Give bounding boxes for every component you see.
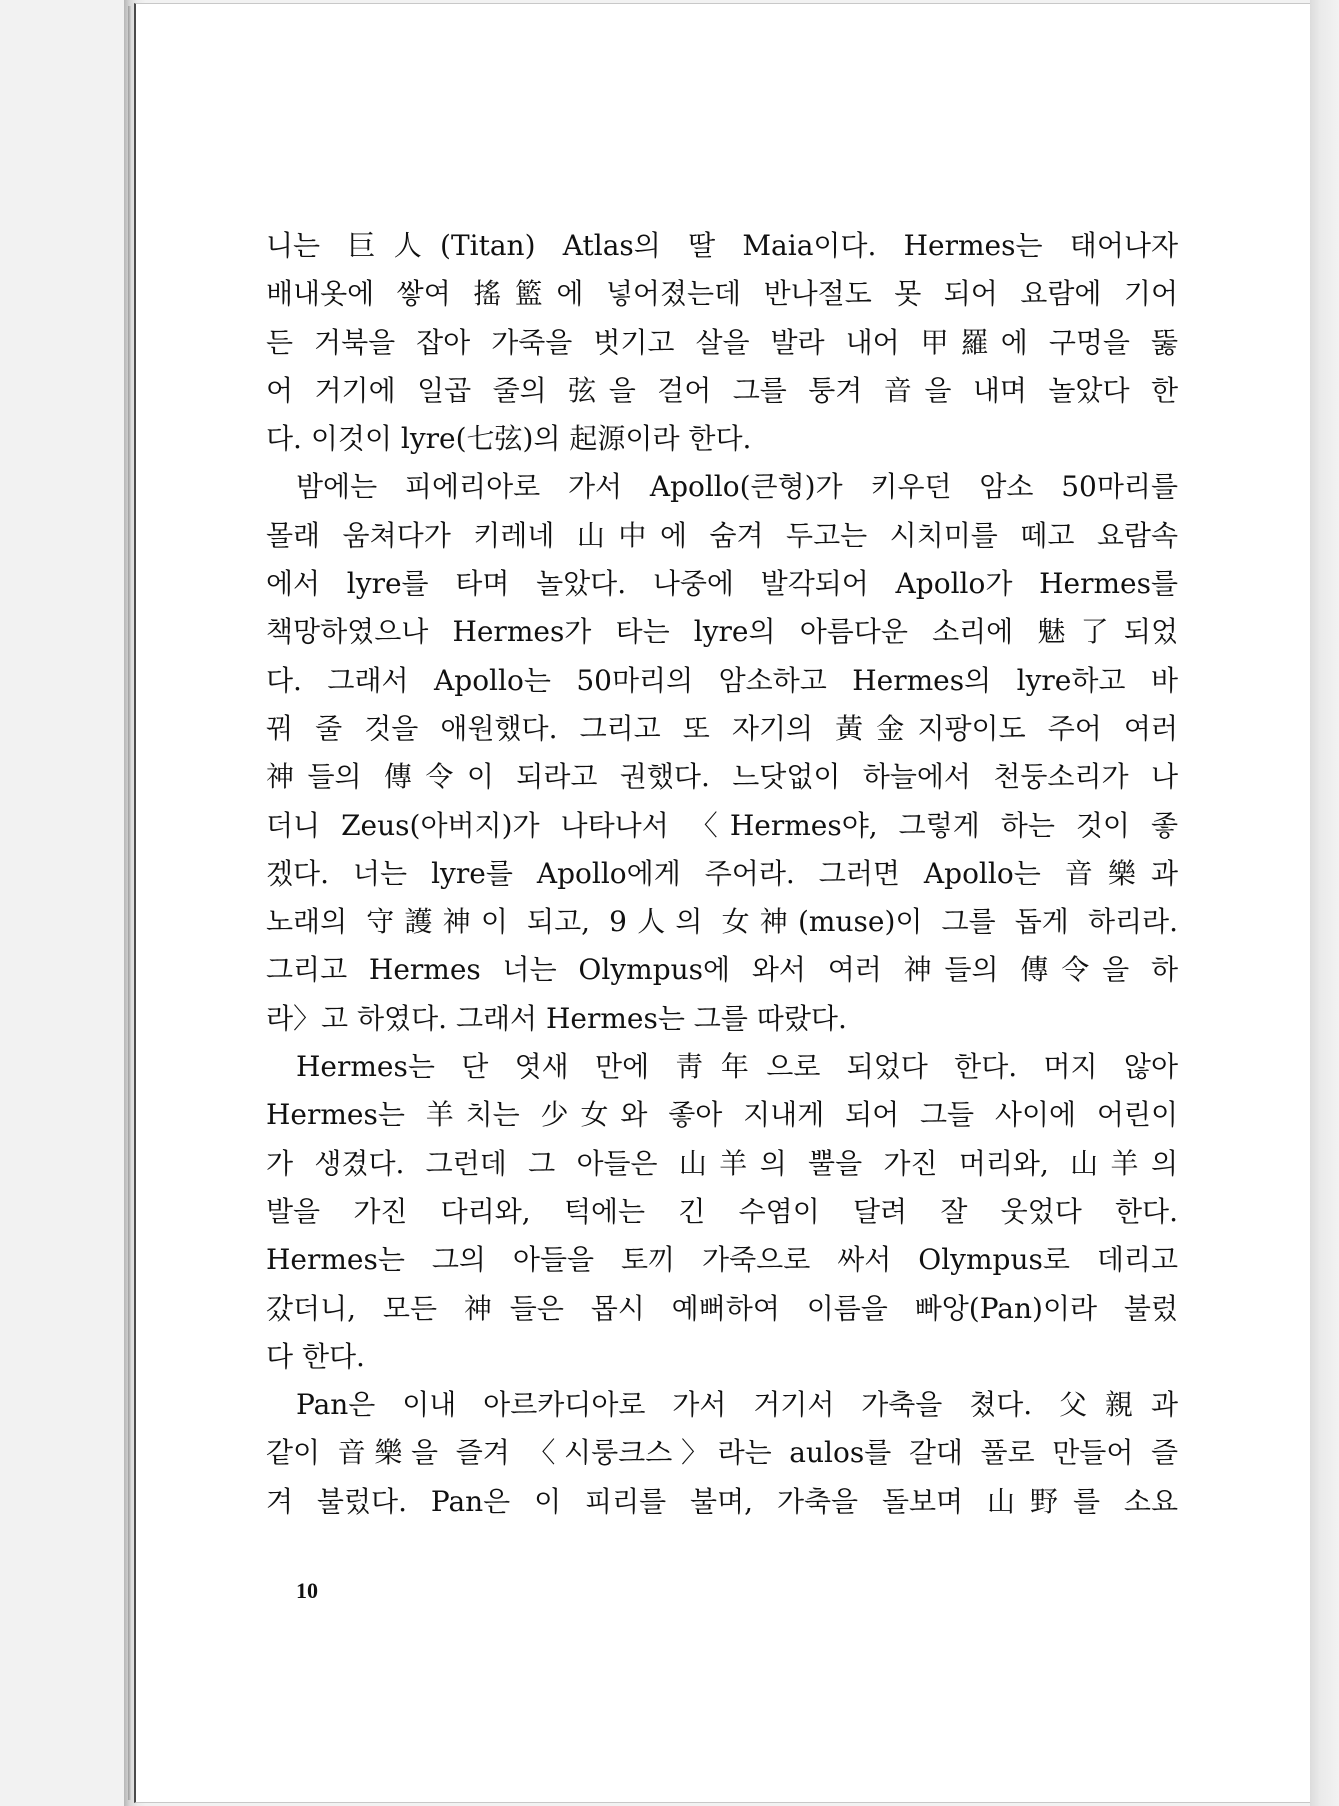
text-line: 든 거북을 잡아 가죽을 벗기고 살을 발라 내어 甲羅에 구멍을 뚫 [266,325,1178,359]
text-line: Hermes는 羊치는 少女와 좋아 지내게 되어 그들 사이에 어린이 [266,1098,1178,1132]
text-line: 다 한다. [266,1339,365,1373]
text-line: 몰래 움쳐다가 키레네 山中에 숨겨 두고는 시치미를 떼고 요람속 [266,518,1178,552]
paragraph-start-line: Pan은 이내 아르카디아로 가서 거기서 가축을 쳤다. 父親과 [296,1388,1178,1422]
page-number: 10 [296,1578,318,1603]
text-line: 발을 가진 다리와, 턱에는 긴 수염이 달려 잘 웃었다 한다. [266,1194,1178,1228]
text-line: 神들의 傳令이 되라고 권했다. 느닷없이 하늘에서 천둥소리가 나 [266,760,1178,794]
text-line: 에서 lyre를 타며 놀았다. 나중에 발각되어 Apollo가 Hermes를 [266,567,1178,601]
text-line: 다. 이것이 lyre(七弦)의 起源이라 한다. [266,422,752,456]
page-right-margin [1310,0,1339,1806]
text-line: 배내옷에 쌓여 搖籃에 넣어졌는데 반나절도 못 되어 요람에 기어 [266,277,1178,311]
text-line: 가 생겼다. 그런데 그 아들은 山羊의 뿔을 가진 머리와, 山羊의 [266,1146,1178,1180]
text-line: 노래의 守護神이 되고, 9人의 女神(muse)이 그를 돕게 하리라. [266,905,1178,939]
paragraph-start-line: Hermes는 단 엿새 만에 靑年으로 되었다 한다. 머지 않아 [296,1050,1178,1084]
text-line: 어 거기에 일곱 줄의 弦을 걸어 그를 퉁겨 音을 내며 놀았다 한 [266,373,1178,407]
text-line: 니는 巨人(Titan) Atlas의 딸 Maia이다. Hermes는 태어나자 [266,229,1178,262]
body-text [266,222,1178,1526]
text-line: 꿔 줄 것을 애원했다. 그리고 또 자기의 黃金지팡이도 주어 여러 [266,711,1178,745]
paragraph-start-line: 밤에는 피에리아로 가서 Apollo(큰형)가 키우던 암소 50마리를 [296,470,1178,504]
page-binding-edge [128,6,132,1800]
text-line: 같이 音樂을 즐겨 〈시룽크스〉라는 aulos를 갈대 풀로 만들어 즐 [266,1436,1178,1470]
text-line: 겠다. 너는 lyre를 Apollo에게 주어라. 그러면 Apollo는 音樂과 [266,856,1178,890]
text-line: 라〉고 하였다. 그래서 Hermes는 그를 따랐다. [266,1001,847,1035]
text-line: 겨 불렀다. Pan은 이 피리를 불며, 가축을 돌보며 山野를 소요 [266,1484,1178,1518]
text-line: 다. 그래서 Apollo는 50마리의 암소하고 Hermes의 lyre하고 바 [266,663,1178,697]
text-line: 책망하였으나 Hermes가 타는 lyre의 아름다운 소리에 魅了되었 [266,615,1178,649]
text-line: 그리고 Hermes 너는 Olympus에 와서 여러 神들의 傳令을 하 [266,953,1178,987]
text-line: Hermes는 그의 아들을 토끼 가죽으로 싸서 Olympus로 데리고 [266,1243,1178,1277]
text-line: 더니 Zeus(아버지)가 나타나서 〈Hermes야, 그렇게 하는 것이 좋 [266,808,1178,842]
text-line: 갔더니, 모든 神들은 몹시 예뻐하여 이름을 빠앙(Pan)이라 불렀 [266,1291,1178,1325]
